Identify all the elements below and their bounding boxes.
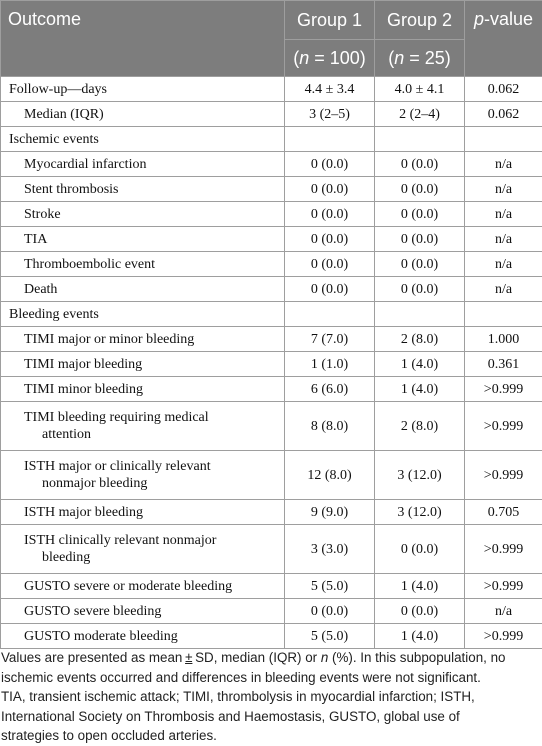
row-group2-value: 0 (0.0) [375,152,465,177]
table-row [1,451,542,500]
row-label: TIMI bleeding requiring medical attention [1,402,285,451]
row-group1-value: 0 (0.0) [285,152,375,177]
row-label: ISTH major bleeding [1,500,285,525]
row-label: TIMI minor bleeding [1,377,285,402]
row-group2-value: 0 (0.0) [375,202,465,227]
row-label: TIA [1,227,285,252]
header-group1-n: (n = 100) [285,40,375,77]
header-group2-n: (n = 25) [375,40,465,77]
table-row [1,252,542,277]
row-pvalue [465,127,542,152]
row-group1-value: 0 (0.0) [285,277,375,302]
row-group2-value: 0 (0.0) [375,252,465,277]
table-row [1,302,542,327]
row-label: TIMI major bleeding [1,352,285,377]
row-group2-value: 2 (8.0) [375,327,465,352]
footnote-line-1: Values are presented as mean ± SD, median (IQR) or n (%). In this subpopulation, no [1,650,506,665]
row-pvalue: n/a [465,252,542,277]
row-pvalue: 1.000 [465,327,542,352]
table-row [1,624,542,649]
table-row [1,202,542,227]
row-group2-value [375,127,465,152]
header-group2: Group 2 [375,1,465,40]
row-pvalue: n/a [465,227,542,252]
header-outcome: Outcome [1,1,285,77]
footnote-line-4: International Society on Thrombosis and Haemostasis, GUSTO, global use of [1,708,460,724]
row-group2-value: 0 (0.0) [375,227,465,252]
row-pvalue: 0.361 [465,352,542,377]
row-pvalue [465,302,542,327]
row-group2-value: 0 (0.0) [375,599,465,624]
table-row [1,402,542,451]
row-label: Stroke [1,202,285,227]
table-row [1,102,542,127]
row-group1-value [285,302,375,327]
row-pvalue: 0.062 [465,102,542,127]
row-group1-value: 0 (0.0) [285,227,375,252]
row-pvalue: 0.705 [465,500,542,525]
row-group1-value: 0 (0.0) [285,252,375,277]
row-label: ISTH major or clinically relevant nonmajor bleeding [1,451,285,500]
row-pvalue: >0.999 [465,377,542,402]
row-group2-value: 1 (4.0) [375,624,465,649]
row-label: Death [1,277,285,302]
row-group2-value: 0 (0.0) [375,277,465,302]
row-pvalue: >0.999 [465,451,542,500]
table-row [1,77,542,102]
row-group1-value: 3 (2–5) [285,102,375,127]
row-pvalue: >0.999 [465,574,542,599]
row-label: Median (IQR) [1,102,285,127]
table-row [1,500,542,525]
header-group1: Group 1 [285,1,375,40]
row-group1-value: 5 (5.0) [285,624,375,649]
row-group2-value [375,302,465,327]
row-group1-value: 9 (9.0) [285,500,375,525]
row-group1-value: 0 (0.0) [285,599,375,624]
table-row [1,177,542,202]
table-row [1,599,542,624]
row-group2-value: 1 (4.0) [375,377,465,402]
row-pvalue: >0.999 [465,624,542,649]
row-group1-value: 5 (5.0) [285,574,375,599]
footnote-line-3: TIA, transient ischemic attack; TIMI, thrombolysis in myocardial infarction; ISTH, [1,689,475,704]
row-label: Myocardial infarction [1,152,285,177]
table-row [1,525,542,574]
row-label: Thromboembolic event [1,252,285,277]
row-group1-value: 6 (6.0) [285,377,375,402]
row-group1-value: 4.4 ± 3.4 [285,77,375,102]
table-row [1,574,542,599]
table-row [1,327,542,352]
row-pvalue: n/a [465,202,542,227]
row-label: TIMI major or minor bleeding [1,327,285,352]
row-pvalue: 0.062 [465,77,542,102]
row-group1-value [285,127,375,152]
row-group1-value: 7 (7.0) [285,327,375,352]
footnote-line-2: ischemic events occurred and differences in bleeding events were not significant. [1,669,481,685]
row-pvalue: n/a [465,177,542,202]
row-group2-value: 1 (4.0) [375,352,465,377]
row-pvalue: n/a [465,599,542,624]
row-group1-value: 12 (8.0) [285,451,375,500]
row-group2-value: 0 (0.0) [375,525,465,574]
row-pvalue: n/a [465,152,542,177]
row-pvalue: >0.999 [465,525,542,574]
row-label: Bleeding events [1,302,285,327]
table-row [1,227,542,252]
row-label: Follow-up—days [1,77,285,102]
row-group2-value: 2 (2–4) [375,102,465,127]
row-label: Ischemic events [1,127,285,152]
row-group1-value: 8 (8.0) [285,402,375,451]
row-label: GUSTO severe or moderate bleeding [1,574,285,599]
row-group1-value: 0 (0.0) [285,202,375,227]
row-group2-value: 3 (12.0) [375,451,465,500]
row-label: GUSTO moderate bleeding [1,624,285,649]
row-group2-value: 1 (4.0) [375,574,465,599]
footnote-line-5: strategies to open occluded arteries. [1,728,217,743]
row-group1-value: 3 (3.0) [285,525,375,574]
row-label: Stent thrombosis [1,177,285,202]
header-pvalue: p-value [465,1,542,77]
row-group2-value: 2 (8.0) [375,402,465,451]
table-row [1,127,542,152]
row-label: GUSTO severe bleeding [1,599,285,624]
row-group2-value: 4.0 ± 4.1 [375,77,465,102]
row-label: ISTH clinically relevant nonmajor bleeding [1,525,285,574]
table-row [1,352,542,377]
row-pvalue: n/a [465,277,542,302]
table-row [1,152,542,177]
table-row [1,277,542,302]
row-group2-value: 3 (12.0) [375,500,465,525]
row-pvalue: >0.999 [465,402,542,451]
table-footnote [1,648,542,746]
row-group2-value: 0 (0.0) [375,177,465,202]
row-group1-value: 0 (0.0) [285,177,375,202]
table-row [1,377,542,402]
row-group1-value: 1 (1.0) [285,352,375,377]
